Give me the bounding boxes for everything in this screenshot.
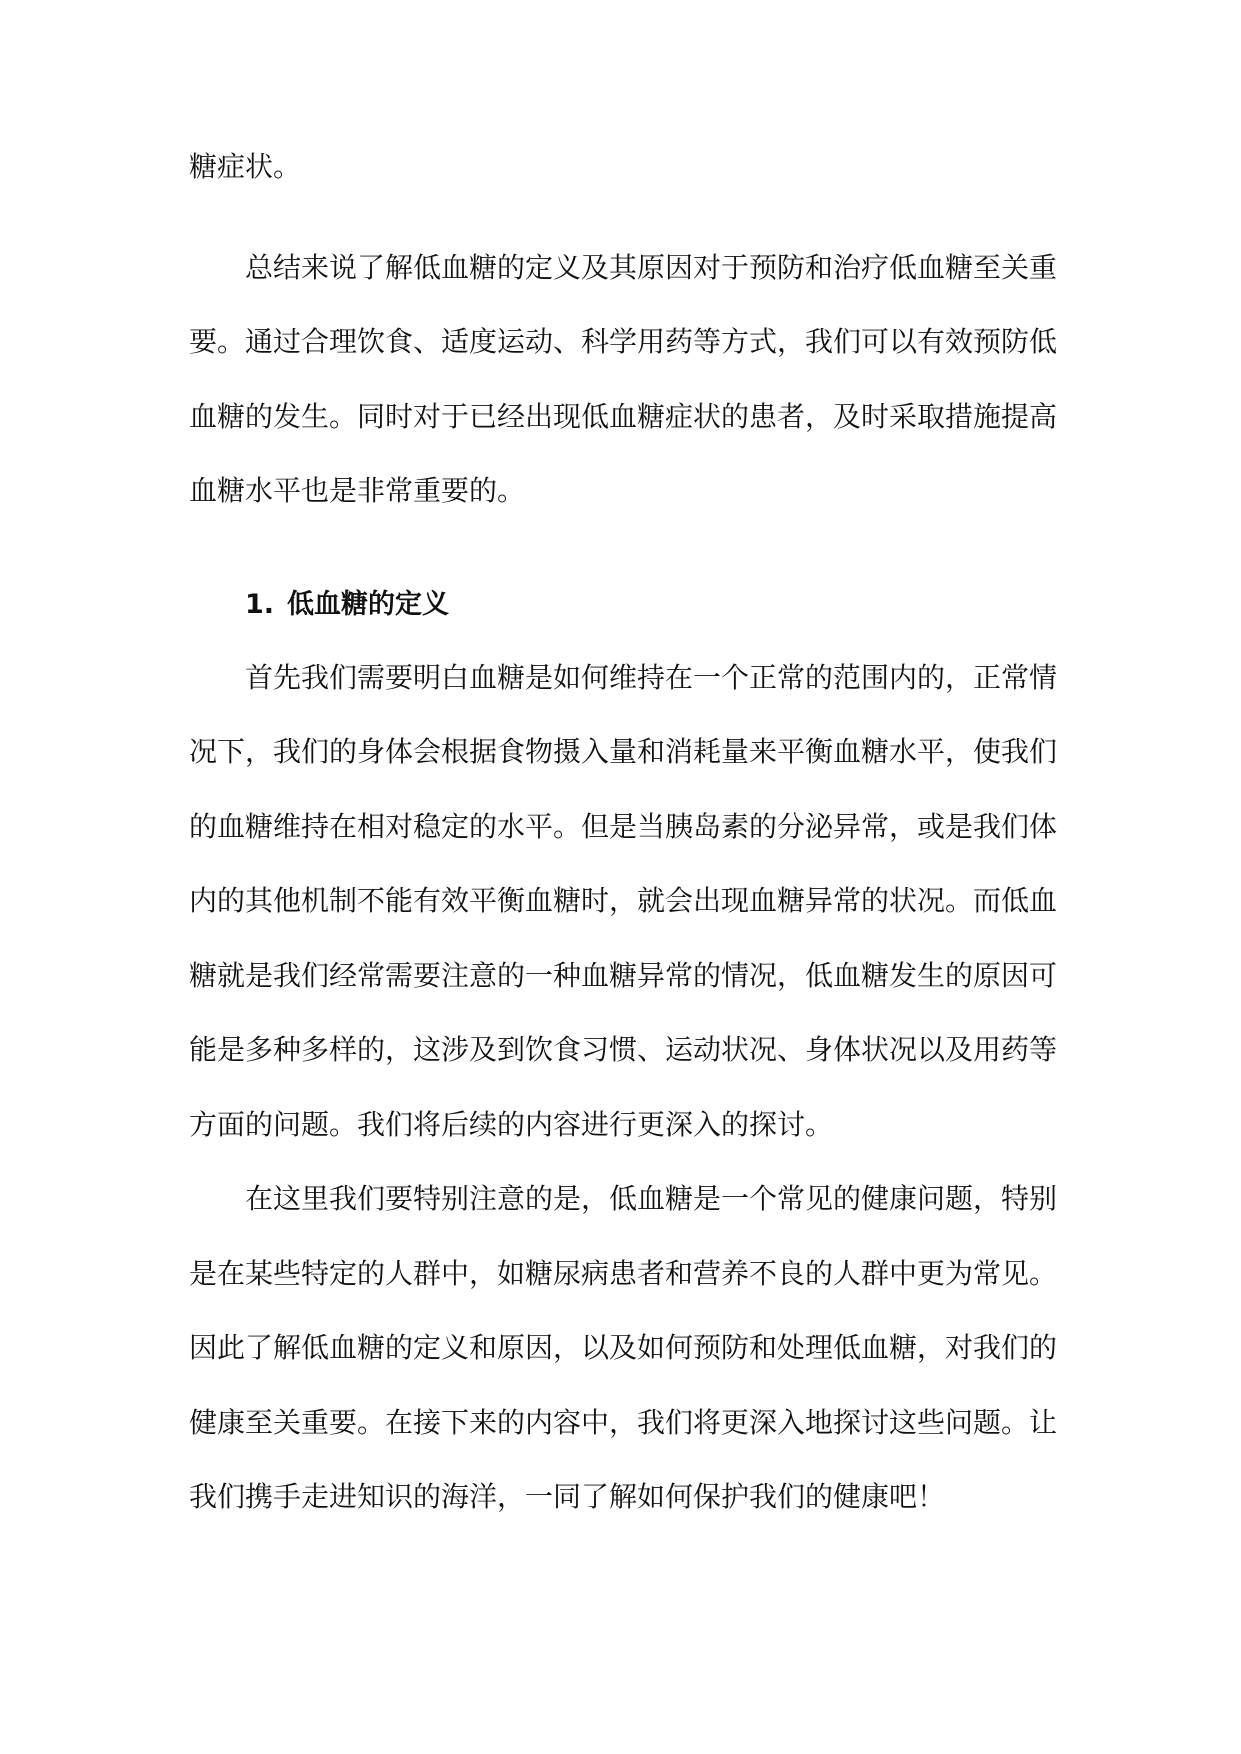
section-title: 低血糖的定义: [287, 588, 449, 620]
paragraph-continuation: 糖症状。: [189, 150, 302, 183]
section-number: 1.: [245, 588, 275, 620]
section-heading: [189, 571, 1057, 639]
document-body: [189, 130, 1057, 1535]
paragraph-summary: 总结来说了解低血糖的定义及其原因对于预防和治疗低血糖至关重要。通过合理饮食、适度运动、科学用药等方式，我们可以有效预防低血糖的发生。同时对于已经出现低血糖症状的患者，及时采取措施提高血糖水平也是非常重要的。: [189, 250, 1058, 507]
paragraph-definition: 首先我们需要明白血糖是如何维持在一个正常的范围内的，正常情况下，我们的身体会根据食物摄入量和消耗量来平衡血糖水平，使我们的血糖维持在相对稳定的水平。但是当胰岛素的分泌异常，或是我们体内的其他机制不能有效平衡血糖时，就会出现血糖异常的状况。而低血糖就是我们经常需要注意的一种血糖异常的情况，低血糖发生的原因可能是多种多样的，这涉及到饮食习惯、运动状况、身体状况以及用药等方面的问题。我们将后续的内容进行更深入的探讨。: [189, 660, 1058, 1141]
paragraph-importance: 在这里我们要特别注意的是，低血糖是一个常见的健康问题，特别是在某些特定的人群中，如糖尿病患者和营养不良的人群中更为常见。因此了解低血糖的定义和原因，以及如何预防和处理低血糖，对我们的健康至关重要。在接下来的内容中，我们将更深入地探讨这些问题。让我们携手走进知识的海洋，一同了解如何保护我们的健康吧！: [189, 1182, 1058, 1513]
